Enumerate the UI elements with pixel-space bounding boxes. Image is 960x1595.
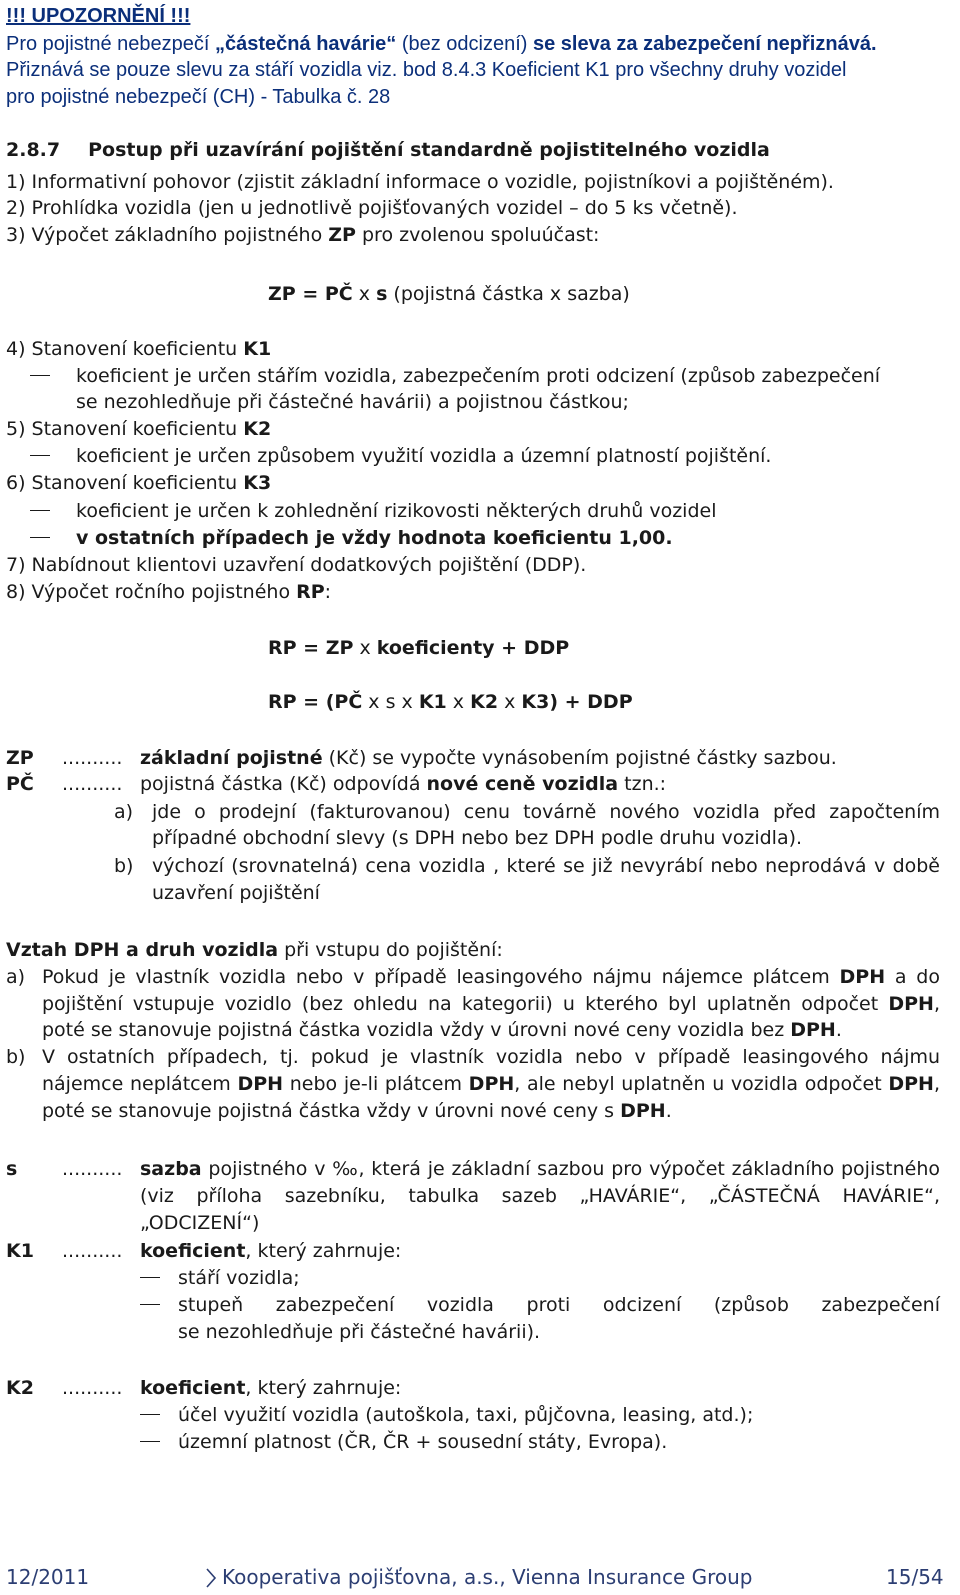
definition-pc-a-2: případné obchodní slevy (s DPH nebo bez DPH podle druhu vozidla).: [152, 827, 803, 849]
definition-pc: pojistná částka (Kč) odpovídá nové ceně vozidla tzn.:: [140, 773, 667, 795]
footer-date: 12/2011: [6, 1565, 90, 1589]
term-dots: ..........: [62, 1377, 123, 1399]
step-6-detail-2: v ostatních případech je vždy hodnota koeficientu 1,00.: [76, 527, 673, 549]
warning-line-1: Pro pojistné nebezpečí „částečná havárie“ (bez odcizení) se sleva za zabezpečení nepřiznává.: [6, 33, 877, 55]
section-heading: 2.8.7 Postup při uzavírání pojištění standardně pojistitelného vozidla: [6, 139, 770, 161]
formula-zp: ZP = PČ x s (pojistná částka x sazba): [268, 283, 630, 305]
warning-line-2: Přiznává se pouze slevu za stáří vozidla viz. bod 8.4.3 Koeficient K1 pro všechny druhy vozidel: [6, 59, 847, 81]
vat-b-line-2: nájemce neplátcem DPH nebo je-li plátcem DPH, ale nebyl uplatněn u vozidla odpočet DPH,: [42, 1073, 940, 1095]
term-dots: ..........: [62, 747, 123, 769]
dash-bullet: [140, 1414, 160, 1415]
definition-zp: základní pojistné (Kč) se vypočte vynásobením pojistné částky sazbou.: [140, 747, 837, 769]
term-zp: ZP: [6, 747, 34, 769]
term-pc: PČ: [6, 773, 34, 795]
step-6-detail-1: koeficient je určen k zohlednění rizikovosti některých druhů vozidel: [76, 500, 717, 522]
definition-k2-item-2: územní platnost (ČR, ČR + sousední státy, Evropa).: [178, 1431, 668, 1453]
step-8: 8) Výpočet ročního pojistného RP:: [6, 581, 332, 603]
list-label: b): [6, 1046, 26, 1068]
formula-rp-1: RP = ZP x koeficienty + DDP: [268, 637, 570, 659]
step-3: 3) Výpočet základního pojistného ZP pro zvolenou spoluúčast:: [6, 224, 600, 246]
footer-company: Kooperativa pojišťovna, a.s., Vienna Insurance Group: [222, 1565, 753, 1589]
dash-bullet: [30, 537, 50, 538]
step-7: 7) Nabídnout klientovi uzavření dodatkových pojištění (DDP).: [6, 554, 587, 576]
definition-s-1: sazba pojistného v ‰, která je základní sazbou pro výpočet základního pojistného: [140, 1158, 940, 1180]
definition-s-3: „ODCIZENÍ“): [140, 1212, 260, 1234]
term-s: s: [6, 1158, 18, 1180]
chevron-right-icon: [205, 1567, 217, 1595]
definition-k2-item-1: účel využití vozidla (autoškola, taxi, půjčovna, leasing, atd.);: [178, 1404, 754, 1426]
dash-bullet: [140, 1304, 160, 1305]
vat-b-line-1: V ostatních případech, tj. pokud je vlastník vozidla nebo v případě leasingového nájmu: [42, 1046, 940, 1068]
vat-b-line-3: poté se stanovuje pojistná částka vždy v úrovni nové ceny s DPH.: [42, 1100, 672, 1122]
vat-a-line-3: poté se stanovuje pojistná částka vozidla vždy v úrovni nové ceny vozidla bez DPH.: [42, 1019, 842, 1041]
warning-line-3: pro pojistné nebezpečí (CH) - Tabulka č. 28: [6, 86, 391, 108]
definition-k1: koeficient, který zahrnuje:: [140, 1240, 402, 1262]
list-label: a): [6, 966, 26, 988]
step-4: 4) Stanovení koeficientu K1: [6, 338, 272, 360]
step-5-detail: koeficient je určen způsobem využití vozidla a územní platností pojištění.: [76, 445, 772, 467]
list-label: a): [114, 801, 134, 823]
definition-pc-a-1: jde o prodejní (fakturovanou) cenu továrně nového vozidla před započtením: [152, 801, 940, 823]
dash-bullet: [140, 1441, 160, 1442]
warning-title: !!! UPOZORNĚNÍ !!!: [6, 5, 191, 27]
term-dots: ..........: [62, 773, 123, 795]
footer-page-number: 15/54: [886, 1565, 944, 1589]
term-k2: K2: [6, 1377, 34, 1399]
step-4-detail-2: se nezohledňuje při částečné havárii) a pojistnou částkou;: [76, 391, 629, 413]
dash-bullet: [30, 510, 50, 511]
term-dots: ..........: [62, 1158, 123, 1180]
definition-k1-item-1: stáří vozidla;: [178, 1267, 300, 1289]
step-5: 5) Stanovení koeficientu K2: [6, 418, 272, 440]
step-4-detail-1: koeficient je určen stářím vozidla, zabezpečením proti odcizení (způsob zabezpečení: [76, 365, 881, 387]
definition-pc-b-2: uzavření pojištění: [152, 882, 320, 904]
vat-a-line-1: Pokud je vlastník vozidla nebo v případě leasingového nájmu nájemce plátcem DPH a do: [42, 966, 940, 988]
dash-bullet: [30, 455, 50, 456]
step-6: 6) Stanovení koeficientu K3: [6, 472, 272, 494]
formula-rp-2: RP = (PČ x s x K1 x K2 x K3) + DDP: [268, 691, 633, 713]
vat-a-line-2: pojištění vstupuje vozidlo (bez ohledu na kategorii) u kterého byl uplatněn odpočet DPH,: [42, 993, 940, 1015]
vat-heading: Vztah DPH a druh vozidla při vstupu do pojištění:: [6, 939, 503, 961]
list-label: b): [114, 855, 134, 877]
definition-k1-item-2-cont: se nezohledňuje při částečné havárii).: [178, 1321, 541, 1343]
term-dots: ..........: [62, 1240, 123, 1262]
step-2: 2) Prohlídka vozidla (jen u jednotlivě pojišťovaných vozidel – do 5 ks včetně).: [6, 197, 738, 219]
definition-pc-b-1: výchozí (srovnatelná) cena vozidla , které se již nevyrábí nebo neprodává v době: [152, 855, 940, 877]
definition-k2: koeficient, který zahrnuje:: [140, 1377, 402, 1399]
page-footer: [0, 1565, 960, 1591]
dash-bullet: [140, 1277, 160, 1278]
term-k1: K1: [6, 1240, 34, 1262]
step-1: 1) Informativní pohovor (zjistit základní informace o vozidle, pojistníkovi a pojištěném).: [6, 171, 834, 193]
definition-k1-item-2: stupeň zabezpečení vozidla proti odcizení (způsob zabezpečení: [178, 1294, 940, 1316]
dash-bullet: [30, 375, 50, 376]
definition-s-2: (viz příloha sazebníku, tabulka sazeb „HAVÁRIE“, „ČÁSTEČNÁ HAVÁRIE“,: [140, 1185, 940, 1207]
